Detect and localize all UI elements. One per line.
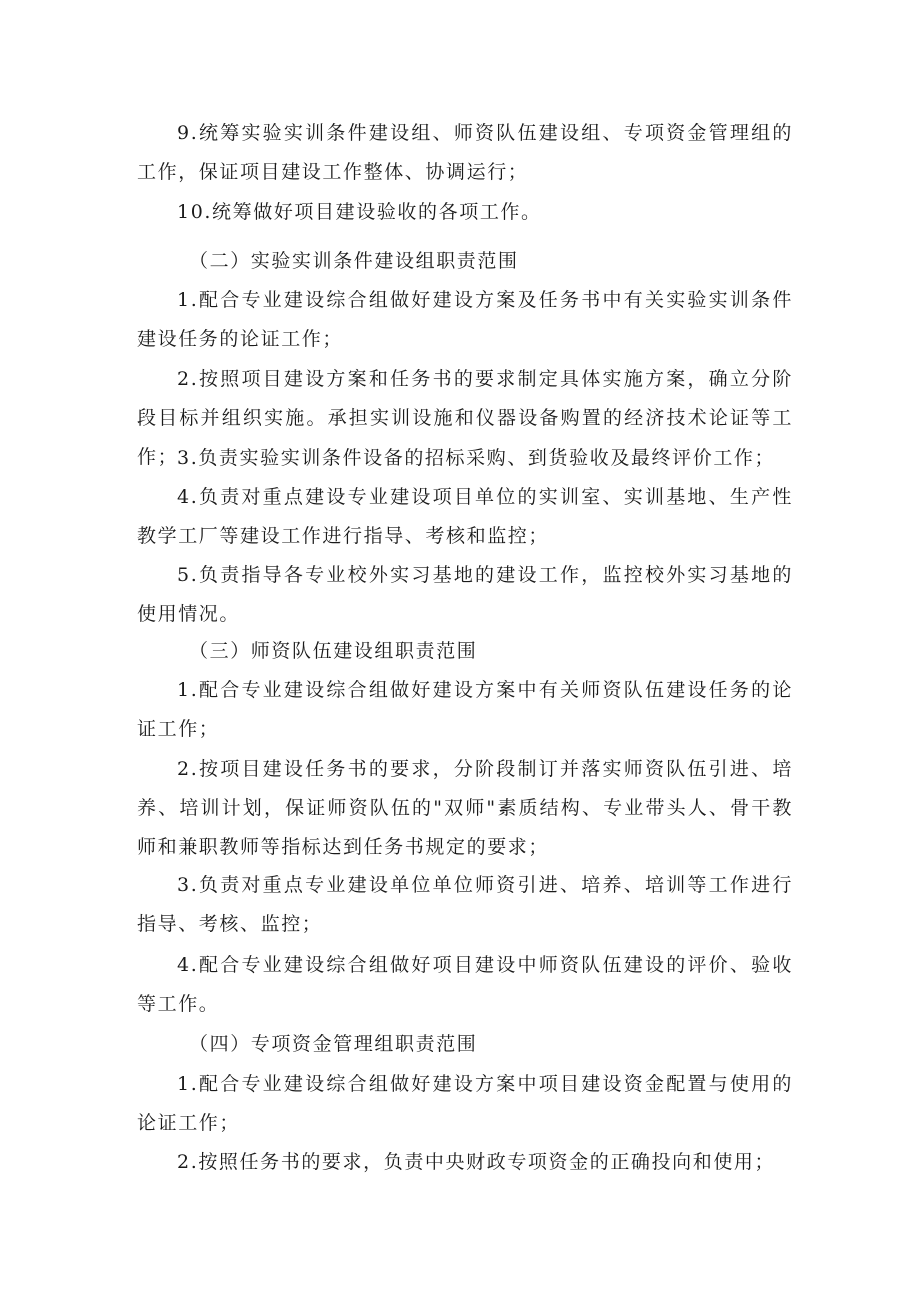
section-heading: （二）实验实训条件建设组职责范围	[189, 250, 519, 272]
list-item: 1.配合专业建设综合组做好建设方案中有关师资队伍建设任务的论证工作；	[137, 679, 793, 740]
section-heading: （四）专项资金管理组职责范围	[189, 1033, 478, 1055]
list-item: 2.按项目建设任务书的要求，分阶段制订并落实师资队伍引进、培养、培训计划，保证师资队伍的"双师"素质结构、专业带头人、骨干教师和兼职教师等指标达到任务书规定的要求；	[137, 758, 793, 858]
list-item: 2.按照项目建设方案和任务书的要求制定具体实施方案，确立分阶段目标并组织实施。承担实训设施和仪器设备购置的经济技术论证等工作；	[137, 368, 793, 468]
list-item: 3.负责对重点专业建设单位单位师资引进、培养、培训等工作进行指导、考核、监控；	[137, 874, 793, 935]
list-item: 2.按照任务书的要求，负责中央财政专项资金的正确投向和使用；	[177, 1151, 776, 1173]
list-item: 10.统筹做好项目建设验收的各项工作。	[177, 201, 542, 223]
list-item: 4.负责对重点建设专业建设项目单位的实训室、实训基地、生产性教学工厂等建设工作进行指导、考核和监控；	[137, 486, 793, 547]
list-item: 4.配合专业建设综合组做好项目建设中师资队伍建设的评价、验收等工作。	[137, 954, 793, 1015]
list-item: 1.配合专业建设综合组做好建设方案及任务书中有关实验实训条件建设任务的论证工作；	[137, 289, 793, 350]
list-item: 9.统筹实验实训条件建设组、师资队伍建设组、专项资金管理组的工作，保证项目建设工作整体、协调运行；	[137, 122, 793, 183]
list-item: 3.负责实验实训条件设备的招标采购、到货验收及最终评价工作；	[177, 447, 776, 469]
section-heading: （三）师资队伍建设组职责范围	[189, 640, 478, 662]
list-item: 1.配合专业建设综合组做好建设方案中项目建设资金配置与使用的论证工作；	[137, 1073, 793, 1134]
list-item: 5.负责指导各专业校外实习基地的建设工作，监控校外实习基地的使用情况。	[137, 564, 793, 625]
